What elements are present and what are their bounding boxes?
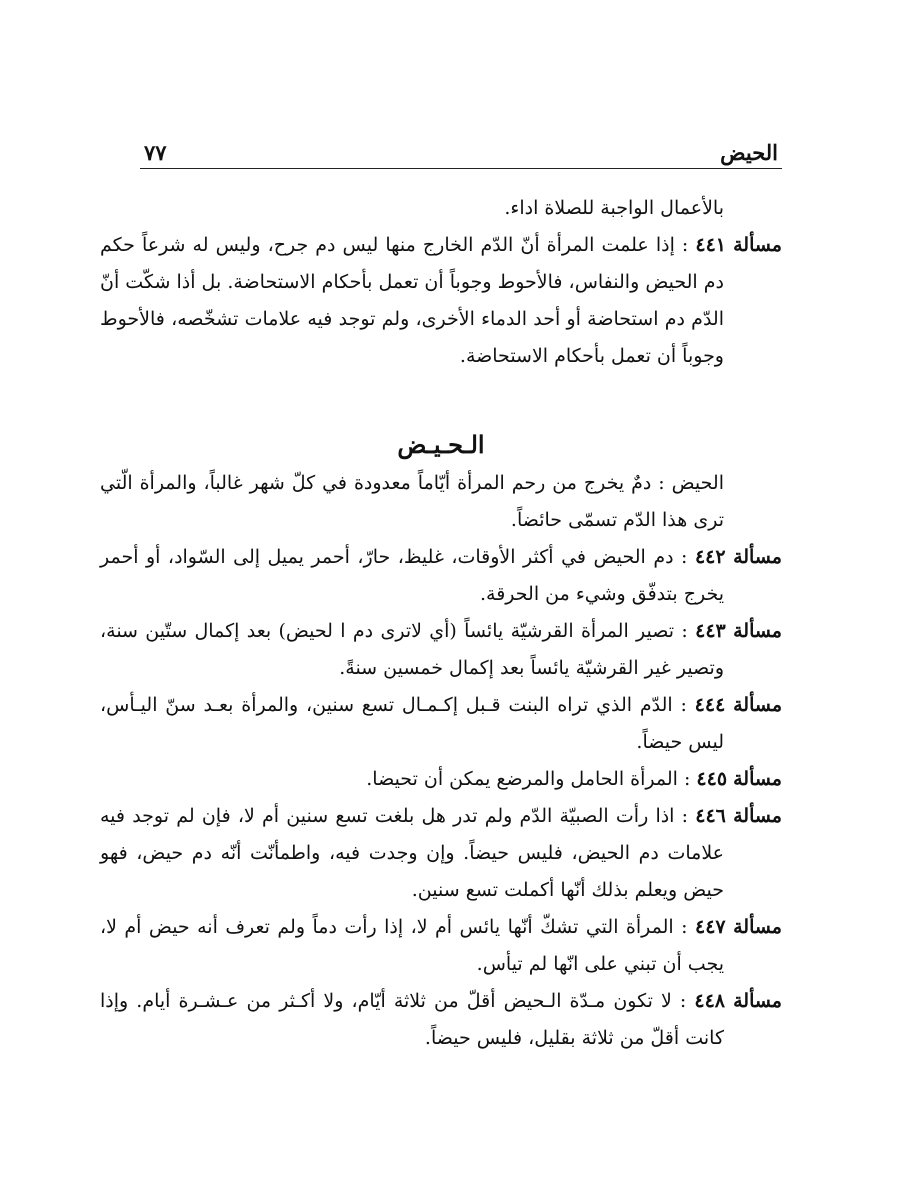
issue-number: ٤٤١ bbox=[695, 234, 727, 256]
issue-number: ٤٤٥ bbox=[696, 768, 728, 790]
definition-paragraph: الحيض : دمٌ يخرج من رحم المرأة أيّاماً معدودة في كلّ شهر غالباً، والمرأة الّتي ترى هذا الدّم تسمّى حائضاً. bbox=[100, 472, 724, 531]
issue-label: مسألة bbox=[733, 916, 782, 938]
issue-paragraph-443 bbox=[100, 613, 782, 687]
issue-label: مسألة bbox=[733, 546, 782, 568]
issue-paragraph-442 bbox=[100, 539, 782, 613]
issue-text: : تصير المرأة القرشيّة يائساً (أي لاترى دم ا لحيض) بعد إكمال ستّين سنة، وتصير غير القرشيّة يائساً بعد إكمال خمسين سنةً. bbox=[100, 620, 724, 679]
page-header bbox=[140, 138, 782, 169]
issue-text: : الدّم الذي تراه البنت قـبل إكـمـال تسع سنين، والمرأة بعـد سنّ اليـأس، ليس حيضاً. bbox=[100, 694, 724, 753]
section-title: الـحـيـض bbox=[397, 430, 485, 459]
issue-label: مسألة bbox=[733, 620, 782, 642]
issue-text: : المرأة الحامل والمرضع يمكن أن تحيضا. bbox=[366, 768, 691, 790]
issue-paragraph-444 bbox=[100, 687, 782, 761]
issue-label: مسألة bbox=[733, 234, 782, 256]
issue-text: : دم الحيض في أكثر الأوقات، غليظ، حارّ، أحمر يميل إلى السّواد، أو أحمر يخرج بتدفّق وشيء من الحرقة. bbox=[100, 546, 724, 605]
issue-paragraph-445 bbox=[100, 761, 782, 798]
issue-paragraph-446 bbox=[100, 798, 782, 909]
issue-label: مسألة bbox=[733, 990, 782, 1012]
issue-number: ٤٤٤ bbox=[694, 694, 726, 716]
continuation-paragraph: بالأعمال الواجبة للصلاة اداء. bbox=[504, 197, 724, 219]
issue-text: : المرأة التي تشكّ أنّها يائس أم لا، إذا رأت دماً ولم تعرف أنه حيض أم لا، يجب أن تبني على انّها لم تيأس. bbox=[100, 916, 724, 975]
issue-paragraph-441 bbox=[100, 227, 782, 375]
issue-label: مسألة bbox=[733, 768, 782, 790]
issue-number: ٤٤٨ bbox=[694, 990, 725, 1012]
issue-number: ٤٤٢ bbox=[694, 546, 726, 568]
issue-label: مسألة bbox=[733, 694, 783, 716]
page-body bbox=[100, 190, 782, 1057]
issue-number: ٤٤٣ bbox=[695, 620, 726, 642]
issue-label: مسألة bbox=[733, 805, 782, 827]
issue-paragraph-448 bbox=[100, 983, 782, 1057]
issue-text: : إذا علمت المرأة أنّ الدّم الخارج منها ليس دم جرح، وليس له شرعاً حكم دم الحيض والنفاس، فالأحوط وجوباً أن تعمل بأحكام الاستحاضة. بل أذا شكّت أنّ الدّم دم استحاضة أو أحد الدماء الأخرى، ولم توجد فيه علامات تشخّصه، فالأحوط وجوباً أن تعمل بأحكام الاستحاضة. bbox=[100, 234, 724, 367]
running-title: الحيض bbox=[720, 140, 778, 165]
issue-number: ٤٤٧ bbox=[695, 916, 726, 938]
issue-text: : لا تكون مـدّة الـحيض أقلّ من ثلاثة أيّام، ولا أكـثر من عـشـرة أيام. وإذا كانت أقلّ من ثلاثة بقليل، فليس حيضاً. bbox=[100, 990, 724, 1049]
issue-number: ٤٤٦ bbox=[695, 805, 726, 827]
issue-paragraph-447 bbox=[100, 909, 782, 983]
issue-text: : اذا رأت الصبيّة الدّم ولم تدر هل بلغت تسع سنين أم لا، فإن لم توجد فيه علامات دم الحيض، فليس حيضاً. وإن وجدت فيه، واطمأنّت أنّه دم حيض، فهو حيض ويعلم بذلك أنّها أكملت تسع سنين. bbox=[100, 805, 724, 901]
page-number: ٧٧ bbox=[144, 140, 167, 165]
